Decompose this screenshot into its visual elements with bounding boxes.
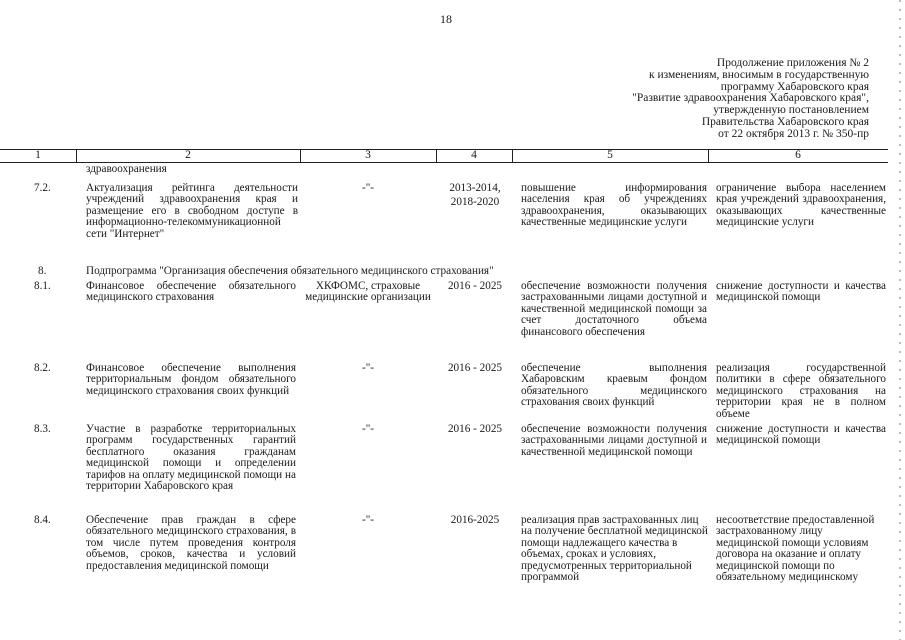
- executor: -"-: [361, 514, 375, 526]
- measure-name: Финансовое обеспечение выполнения территориальным фондом обязательного медицинского страхования своих функций: [86, 362, 296, 397]
- column-number: 6: [795, 149, 801, 161]
- consequence: несоответствие предоставленной застрахованному лицу медицинской помощи условиям договора на оказание и оплату медицинской помощи по обязательному медицинскому: [716, 514, 875, 584]
- row-number: 8.: [38, 265, 47, 277]
- expected-result: обеспечение возможности получения застрахованными лицами доступной и качественной медицинской помощи: [521, 423, 707, 458]
- header-line: программу Хабаровского края: [720, 80, 869, 93]
- column-number: 1: [35, 149, 41, 161]
- carryover-text: здравоохранения: [86, 163, 167, 175]
- expected-result: обеспечение возможности получения застрахованными лицами доступной и качественной медицинской помощи за счет достаточного объема финансового обеспечения: [521, 280, 707, 338]
- executor: -"-: [361, 423, 375, 435]
- header-line: утвержденную постановлением: [713, 104, 869, 117]
- scan-edge-marks: [899, 0, 901, 640]
- header-line: к изменениям, вносимым в государственную: [649, 68, 869, 81]
- column-number: 5: [607, 149, 613, 161]
- consequence: снижение доступности и качества медицинской помощи: [716, 423, 886, 447]
- consequence: реализация государственной политики в сфере обязательного медицинского страхования на территории края не в полном объеме: [716, 362, 886, 420]
- header-line: "Развитие здравоохранения Хабаровского края",: [632, 92, 869, 105]
- executor: ХКФОМС, страховые медицинские организации: [305, 280, 431, 304]
- row-number: 8.4.: [34, 514, 51, 526]
- period-line: 2013-2014,: [449, 182, 501, 194]
- expected-result: реализация прав застрахованных лиц на получение бесплатной медицинской помощи надлежащего качества в объемах, сроках и условиях, предусмотренных территориальной программой: [521, 514, 708, 584]
- measure-name: Финансовое обеспечение обязательного медицинского страхования: [86, 280, 296, 304]
- row-number: 8.3.: [34, 423, 51, 435]
- appendix-header: [509, 58, 869, 141]
- measure-name: Актуализация рейтинга деятельности учреждений здравоохранения края и размещение его в свободном доступе в информационно-телекоммуникационной сети "Интернет": [86, 182, 298, 240]
- period: 2016 - 2025: [447, 423, 503, 435]
- period: 2016 - 2025: [447, 280, 503, 292]
- header-line: Правительства Хабаровского края: [701, 115, 869, 128]
- executor: -"-: [361, 362, 375, 374]
- period: [436, 183, 514, 209]
- executor: -"-: [361, 182, 375, 194]
- row-number: 8.2.: [34, 362, 51, 374]
- consequence: ограничение выбора населением края учреждений здравоохранения, оказывающих качественные медицинские услуги: [716, 183, 886, 229]
- column-number: 4: [471, 149, 477, 161]
- row-number: 8.1.: [34, 280, 51, 292]
- period: 2016-2025: [450, 514, 500, 526]
- measure-name: Обеспечение прав граждан в сфере обязательного медицинского страхования, в том числе путем проведения контроля объемов, сроков, качества и условий предоставления медицинской помощи: [86, 514, 296, 572]
- column-number: 2: [185, 149, 191, 161]
- page-number: 18: [440, 12, 452, 26]
- expected-result: повышение информирования населения края об учреждениях здравоохранения, оказывающих качественные медицинские услуги: [521, 182, 707, 229]
- subprogram-title: Подпрограмма "Организация обеспечения обязательного медицинского страхования": [86, 265, 494, 277]
- expected-result: обеспечение выполнения Хабаровским краевым фондом обязательного медицинского страхования своих функций: [521, 362, 707, 409]
- period: 2016 - 2025: [447, 362, 503, 374]
- header-line: от 22 октября 2013 г. № 350-пр: [718, 127, 869, 140]
- period-line: 2018-2020: [450, 196, 500, 209]
- consequence: снижение доступности и качества медицинской помощи: [716, 280, 886, 304]
- header-line: Продолжение приложения № 2: [716, 57, 869, 69]
- row-number: 7.2.: [34, 182, 51, 194]
- measure-name: Участие в разработке территориальных программ государственных гарантий бесплатного оказания гражданам медицинской помощи и определении тарифов на оплату медицинской помощи на территории Хабаровского края: [86, 423, 296, 493]
- column-number: 3: [365, 149, 371, 161]
